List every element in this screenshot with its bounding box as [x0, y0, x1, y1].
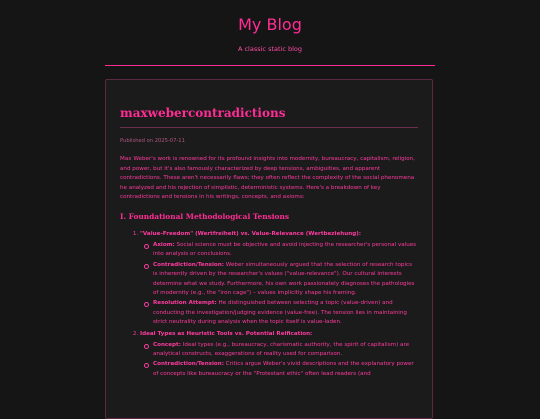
point-label: Axiom: [153, 241, 175, 248]
point-text: Critics argue Weber's vivid descriptions and the explanatory power of concepts like bureaucracy or the "Protestant ethic" often lead readers (and [153, 361, 414, 377]
point-list [140, 341, 418, 380]
point-text: Ideal types (e.g., bureaucracy, charismatic authority, the spirit of capitalism) are analytical constructs, exaggerations of reality used for comparison. [153, 341, 410, 358]
item-title: 1. "Value-Freedom" (Wertfreiheit) vs. Value-Relevance (Wertbeziehung): [140, 230, 361, 237]
site-header [0, 0, 540, 66]
site-title[interactable]: My Blog [238, 15, 302, 34]
point-label: Contradiction/Tension: [153, 261, 224, 268]
post-intro: Max Weber's work is renowned for its profound insights into modernity, bureaucracy, capitalism, religion, and power, but it's also famously characterized by deep tensions, ambiguities, and apparent contradictions. These aren't necessarily flaws; they often reflect the complexity of the social phenomena he analyzed and his rejection of simplistic, deterministic systems. Here's a breakdown of key contradictions and tensions in his writings, concepts, and axioms: [120, 156, 415, 201]
point-item [153, 299, 418, 327]
site-tagline: A classic static blog [237, 45, 303, 53]
point-item [153, 241, 418, 260]
point-text: Weber simultaneously argued that the selection of research topics is inherently driven by the researcher's values ("value-relevance"). Our cultural interests determine what we study. Furthermore, his own work passionately diagnoses the pathologies of modernity (e.g., the "iron cage") – values implicitly shape his framing. [153, 261, 415, 296]
post-date: Published on 2025-07-11 [120, 138, 185, 144]
post-title[interactable]: maxwebercontradictions [120, 106, 286, 120]
point-item [153, 341, 418, 360]
contradictions-list [120, 230, 418, 379]
point-label: Resolution Attempt: [153, 300, 217, 307]
list-item [140, 330, 418, 380]
point-text: Social science must be objective and avoid injecting the researcher's personal values into analysis or conclusions. [153, 241, 417, 258]
header-divider [105, 65, 435, 66]
point-item [153, 360, 418, 379]
title-divider [120, 127, 418, 128]
point-text: He distinguished between selecting a topic (value-driven) and conducting the investigation/judging evidence (value-free). The tension lies in maintaining strict neutrality during analysis when the topic itself is value-laden. [153, 300, 407, 326]
point-list [140, 241, 418, 328]
section-heading: I. Foundational Methodological Tensions [120, 211, 290, 221]
point-label: Concept: [153, 341, 181, 348]
list-item [140, 230, 418, 328]
post-article [105, 79, 433, 419]
item-title: 2. Ideal Types as Heuristic Tools vs. Potential Reification: [140, 330, 313, 337]
point-label: Contradiction/Tension: [153, 361, 224, 368]
point-item [153, 261, 418, 299]
